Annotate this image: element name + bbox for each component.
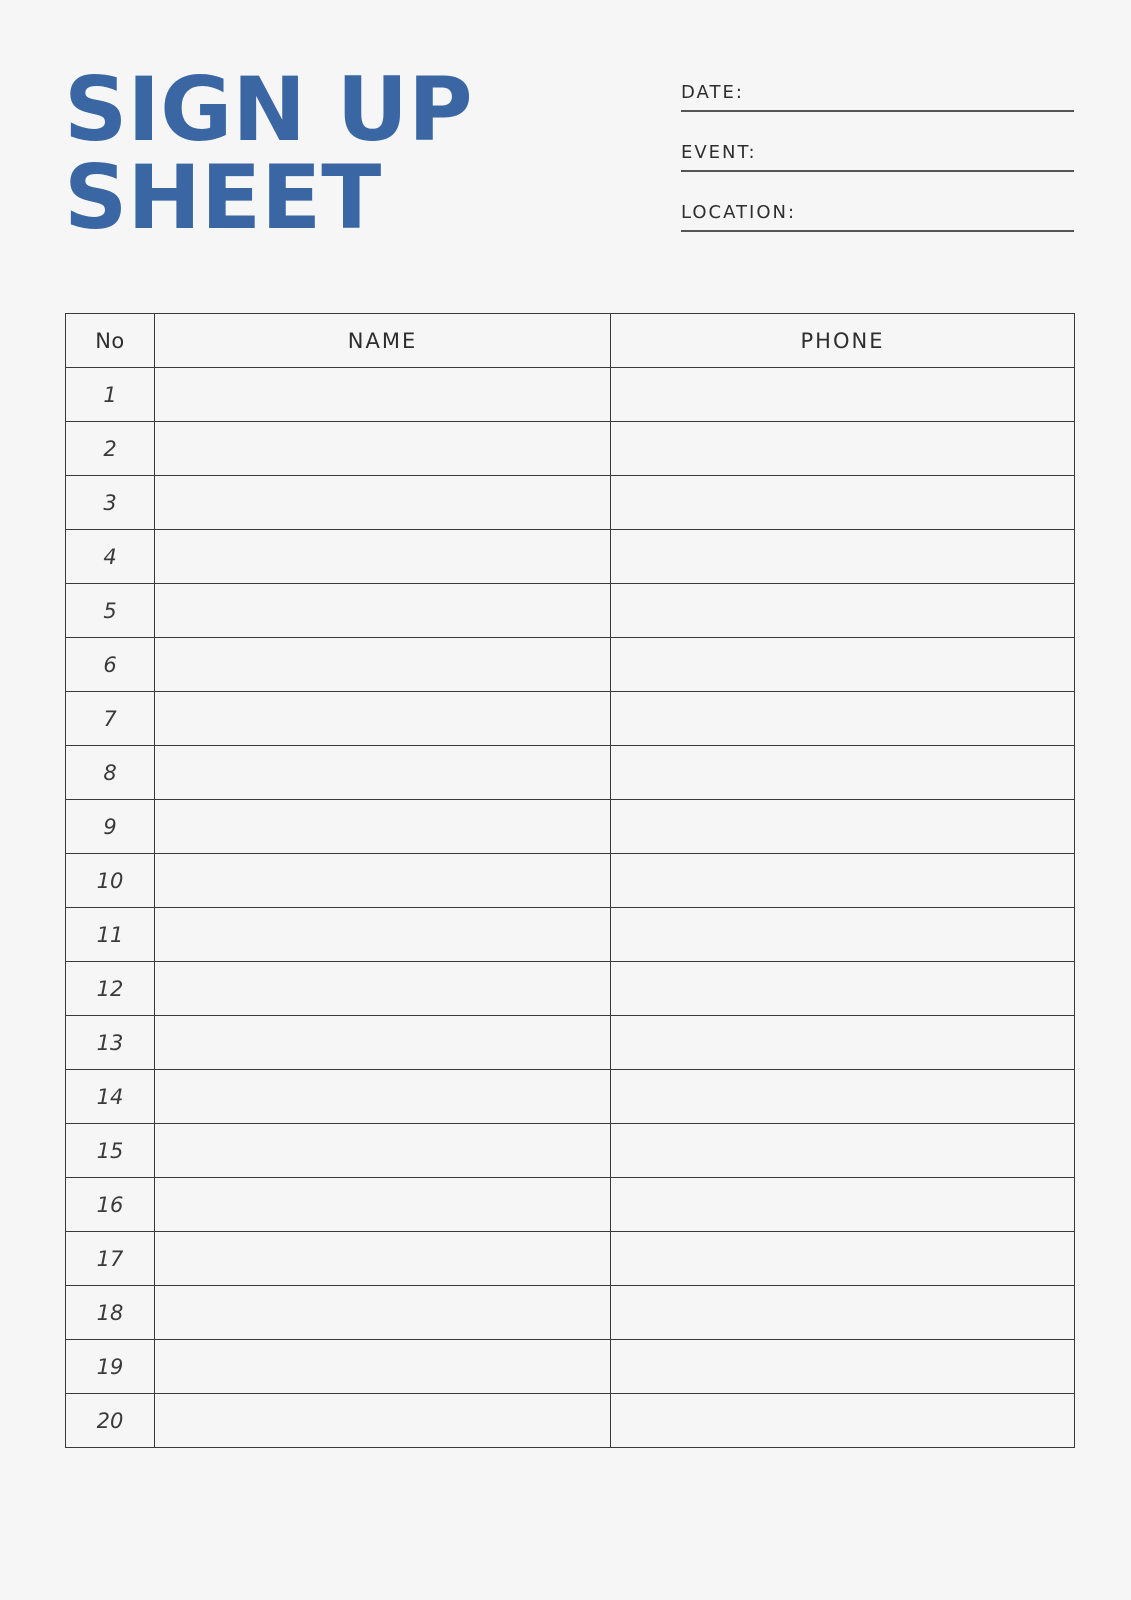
phone-cell[interactable] [611,1394,1075,1448]
name-cell[interactable] [155,908,611,962]
name-cell[interactable] [155,368,611,422]
date-label: DATE: [681,82,744,103]
phone-cell[interactable] [611,962,1075,1016]
row-number: 6 [66,638,155,692]
row-number: 10 [66,854,155,908]
row-number: 19 [66,1340,155,1394]
table-row [66,1340,1075,1394]
location-label: LOCATION: [681,202,797,223]
name-cell[interactable] [155,746,611,800]
name-cell[interactable] [155,962,611,1016]
location-line [681,230,1074,232]
name-cell[interactable] [155,422,611,476]
header-no: No [66,314,155,368]
event-details [681,76,1074,256]
row-number: 4 [66,530,155,584]
title-line-1: SIGN UP [64,58,473,161]
name-cell[interactable] [155,584,611,638]
event-label: EVENT: [681,142,757,163]
row-number: 7 [66,692,155,746]
row-number: 17 [66,1232,155,1286]
table-row [66,1286,1075,1340]
row-number: 13 [66,1016,155,1070]
name-cell[interactable] [155,1016,611,1070]
row-number: 14 [66,1070,155,1124]
phone-cell[interactable] [611,1340,1075,1394]
row-number: 2 [66,422,155,476]
phone-cell[interactable] [611,476,1075,530]
name-cell[interactable] [155,1124,611,1178]
name-cell[interactable] [155,1340,611,1394]
row-number: 12 [66,962,155,1016]
name-cell[interactable] [155,854,611,908]
name-cell[interactable] [155,1286,611,1340]
row-number: 1 [66,368,155,422]
row-number: 3 [66,476,155,530]
phone-cell[interactable] [611,1286,1075,1340]
row-number: 18 [66,1286,155,1340]
phone-cell[interactable] [611,1232,1075,1286]
event-field[interactable] [681,136,1074,196]
table-row [66,800,1075,854]
row-number: 15 [66,1124,155,1178]
phone-cell[interactable] [611,800,1075,854]
name-cell[interactable] [155,1070,611,1124]
phone-cell[interactable] [611,1070,1075,1124]
table-row [66,422,1075,476]
table-row [66,368,1075,422]
table-row [66,638,1075,692]
phone-cell[interactable] [611,638,1075,692]
row-number: 5 [66,584,155,638]
table-row [66,746,1075,800]
table-row [66,1070,1075,1124]
row-number: 8 [66,746,155,800]
name-cell[interactable] [155,800,611,854]
phone-cell[interactable] [611,584,1075,638]
table-row [66,1394,1075,1448]
name-cell[interactable] [155,1232,611,1286]
row-number: 20 [66,1394,155,1448]
name-cell[interactable] [155,476,611,530]
phone-cell[interactable] [611,530,1075,584]
table-row [66,530,1075,584]
phone-cell[interactable] [611,854,1075,908]
title-line-2: SHEET [64,146,382,249]
phone-cell[interactable] [611,1016,1075,1070]
table-row [66,1016,1075,1070]
table-header-row [66,314,1075,368]
event-line [681,170,1074,172]
signup-table [65,313,1075,1448]
table-row [66,962,1075,1016]
table-row [66,908,1075,962]
table-row [66,692,1075,746]
header-name: NAME [155,314,611,368]
phone-cell[interactable] [611,746,1075,800]
name-cell[interactable] [155,692,611,746]
location-field[interactable] [681,196,1074,256]
row-number: 16 [66,1178,155,1232]
phone-cell[interactable] [611,908,1075,962]
table-row [66,1124,1075,1178]
row-number: 9 [66,800,155,854]
phone-cell[interactable] [611,1124,1075,1178]
phone-cell[interactable] [611,422,1075,476]
phone-cell[interactable] [611,368,1075,422]
name-cell[interactable] [155,638,611,692]
table-body [66,368,1075,1448]
row-number: 11 [66,908,155,962]
table-row [66,1178,1075,1232]
sheet-title [64,58,473,249]
name-cell[interactable] [155,1394,611,1448]
date-field[interactable] [681,76,1074,136]
table-row [66,584,1075,638]
name-cell[interactable] [155,530,611,584]
date-line [681,110,1074,112]
table-row [66,1232,1075,1286]
table-row [66,854,1075,908]
phone-cell[interactable] [611,1178,1075,1232]
table-row [66,476,1075,530]
phone-cell[interactable] [611,692,1075,746]
header-phone: PHONE [611,314,1075,368]
name-cell[interactable] [155,1178,611,1232]
